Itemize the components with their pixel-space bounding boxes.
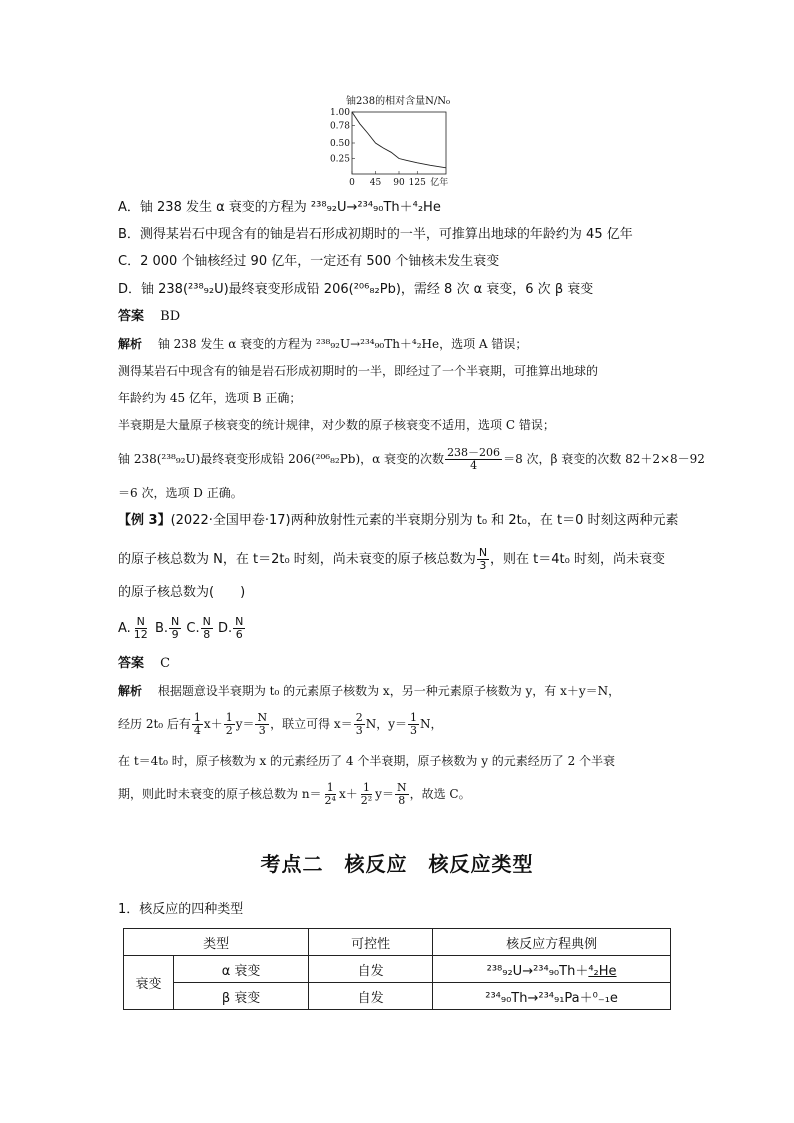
answer-2	[118, 655, 170, 673]
x-axis-label: 亿年	[430, 178, 449, 188]
choice-a	[118, 615, 151, 641]
analysis-label: 解析	[118, 684, 143, 698]
group-cell: 衰变	[124, 956, 174, 1010]
choice-b	[154, 615, 182, 641]
y-tick-label: 0.78	[329, 121, 350, 132]
example-3-text-1: (2022·全国甲卷·17)两种放射性元素的半衰期分别为 t₀ 和 2t₀，在 t＝0 时刻这两种元素	[170, 513, 679, 528]
fraction-denominator: 2	[225, 724, 233, 737]
list-heading: 1．核反应的四种类型	[118, 902, 244, 917]
type-cell: β 衰变	[174, 983, 309, 1010]
fraction-numerator: N	[257, 711, 268, 724]
example-3-text-2b: ，则在 t＝4t₀ 时刻，尚未衰变	[490, 552, 665, 567]
chart-title: 铀238的相对含量N/N₀	[346, 96, 450, 107]
table-row	[124, 956, 671, 983]
fraction-numerator: N	[136, 615, 145, 628]
equation-text: ²³⁸₉₂U→²³⁴₉₀Th＋	[486, 963, 589, 979]
fraction-numerator: 1	[362, 781, 370, 794]
choice-label: B.	[154, 621, 168, 636]
fraction-numerator: 2	[355, 711, 363, 724]
analysis-1-text-5b: ＝8 次，β 衰变的次数 82＋2×8－92	[503, 452, 705, 466]
text: y＝	[375, 787, 394, 801]
analysis-1-line-5	[118, 444, 705, 474]
x-tick-label: 125	[408, 178, 426, 188]
answer-value: BD	[160, 309, 181, 324]
x-tick-label: 0	[349, 178, 355, 188]
reaction-types-table	[123, 928, 671, 1010]
y-tick-label: 0.50	[329, 139, 350, 149]
n-over-3-fraction	[477, 547, 489, 572]
text: ，联立可得 x＝	[270, 717, 353, 731]
fraction-numerator: N	[202, 615, 211, 628]
option-d: D．铀 238(²³⁸₉₂U)最终衰变形成铅 206(²⁰⁶₈₂Pb)，需经 8 次 α 衰变，6 次 β 衰变	[118, 282, 594, 297]
analysis-1-text-5a: 铀 238(²³⁸₉₂U)最终衰变形成铅 206(²⁰⁶₈₂Pb)，α 衰变的次数	[118, 452, 445, 466]
text: 期，则此时未衰变的原子核总数为 n＝	[118, 787, 322, 801]
answer-1	[118, 308, 180, 326]
analysis-2-text-1: 根据题意设半衰期为 t₀ 的元素原子核数为 x，另一种元素原子核数为 y，有 x＋y＝N，	[157, 684, 621, 698]
text: y＝	[235, 717, 255, 731]
decay-curve	[352, 112, 446, 168]
x-tick-label: 45	[369, 178, 382, 188]
section-title: 考点二 核反应 核反应类型	[260, 852, 534, 876]
analysis-2-line-4	[118, 778, 471, 810]
text: N，	[419, 717, 443, 731]
header-type: 类型	[124, 929, 309, 956]
option-b: B．测得某岩石中现含有的铀是岩石形成初期时的一半，可推算出地球的年龄约为 45 亿年	[118, 227, 633, 242]
fraction-denominator: 2²	[360, 794, 373, 807]
fraction-denominator: 12	[133, 628, 148, 641]
analysis-label: 解析	[118, 337, 143, 351]
choice-label: A.	[118, 621, 131, 636]
header-controllability: 可控性	[309, 929, 433, 956]
option-c: C．2 000 个铀核经过 90 亿年，一定还有 500 个铀核未发生衰变	[118, 254, 500, 269]
analysis-2-line-1	[118, 682, 620, 700]
control-cell: 自发	[309, 983, 433, 1010]
fraction-numerator: N	[396, 781, 407, 794]
option-a: A．铀 238 发生 α 衰变的方程为 ²³⁸₉₂U→²³⁴₉₀Th＋⁴₂He	[118, 200, 441, 215]
control-cell: 自发	[309, 956, 433, 983]
analysis-1-line-4: 半衰期是大量原子核衰变的统计规律，对少数的原子核衰变不适用，选项 C 错误；	[118, 418, 555, 432]
fraction-denominator: 4	[193, 724, 201, 737]
equation-cell: ²³⁴₉₀Th→²³⁴₉₁Pa＋⁰₋₁e	[433, 983, 671, 1010]
answer-value: C	[160, 656, 171, 671]
analysis-1-line-2: 测得某岩石中现含有的铀是岩石形成初期时的一半，即经过了一个半衰期，可推算出地球的	[118, 364, 599, 378]
fraction-denominator: 3	[409, 724, 417, 737]
header-example: 核反应方程典例	[433, 929, 671, 956]
type-cell: α 衰变	[174, 956, 309, 983]
analysis-2-line-2	[118, 708, 442, 740]
fraction-denominator: 9	[171, 628, 179, 641]
example-3-line-3: 的原子核总数为( )	[118, 585, 246, 600]
fraction-numerator: 1	[193, 711, 201, 724]
text: 经历 2t₀ 后有	[118, 717, 191, 731]
fraction-denominator: 6	[235, 628, 243, 641]
fraction-numerator: N	[171, 615, 180, 628]
text: N，y＝	[365, 717, 407, 731]
chart-plot-area	[330, 108, 448, 188]
text: x＋	[203, 717, 223, 731]
analysis-1-line-3: 年龄约为 45 亿年，选项 B 正确；	[118, 391, 302, 405]
fraction-denominator: 4	[470, 459, 478, 472]
fraction-numerator: 1	[225, 711, 233, 724]
y-tick-label: 0.25	[329, 154, 350, 165]
uranium-decay-chart	[320, 92, 470, 192]
example-tag: 【例 3】	[118, 513, 171, 528]
x-tick-label: 90	[393, 178, 405, 188]
table-row	[124, 983, 671, 1010]
plot-frame	[352, 112, 446, 174]
answer-label: 答案	[118, 309, 145, 324]
example-3-text-2a: 的原子核总数为 N，在 t＝2t₀ 时刻，尚未衰变的原子核总数为	[118, 552, 476, 567]
choice-label: D.	[217, 621, 233, 636]
fraction-denominator: 2⁴	[324, 794, 336, 807]
analysis-1-line-6: ＝6 次，选项 D 正确。	[118, 486, 243, 500]
choice-label: C.	[186, 621, 200, 636]
example-3-line-1	[118, 512, 679, 530]
fraction-denominator: 3	[258, 724, 266, 737]
fraction-denominator: 3	[479, 559, 487, 572]
analysis-1-line-1	[118, 335, 527, 353]
equation-underlined: ⁴₂He	[588, 963, 617, 979]
choice-c	[186, 615, 213, 641]
text: x＋	[338, 787, 358, 801]
example-3-choices	[118, 612, 246, 646]
y-tick-label: 1.00	[329, 108, 350, 118]
fraction-numerator: 1	[326, 781, 334, 794]
choice-d	[217, 615, 246, 641]
fraction-numerator: N	[235, 615, 244, 628]
text: ，故选 C。	[409, 787, 471, 801]
fraction-denominator: 8	[398, 794, 406, 807]
analysis-2-line-3: 在 t＝4t₀ 时，原子核数为 x 的元素经历了 4 个半衰期，原子核数为 y 的元素经历了 2 个半衰	[118, 754, 616, 768]
fraction-numerator: 1	[409, 711, 417, 724]
fraction-numerator: N	[478, 546, 488, 559]
answer-label: 答案	[118, 656, 145, 671]
table-header-row	[124, 929, 671, 956]
fraction-denominator: 3	[355, 724, 363, 737]
example-3-line-2	[118, 544, 665, 576]
alpha-count-fraction	[445, 447, 502, 472]
analysis-1-text-1: 铀 238 发生 α 衰变的方程为 ²³⁸₉₂U→²³⁴₉₀Th＋⁴₂He，选项 A 错误；	[157, 337, 528, 351]
fraction-denominator: 8	[203, 628, 211, 641]
fraction-numerator: 238－206	[447, 446, 501, 459]
equation-cell	[433, 956, 671, 983]
